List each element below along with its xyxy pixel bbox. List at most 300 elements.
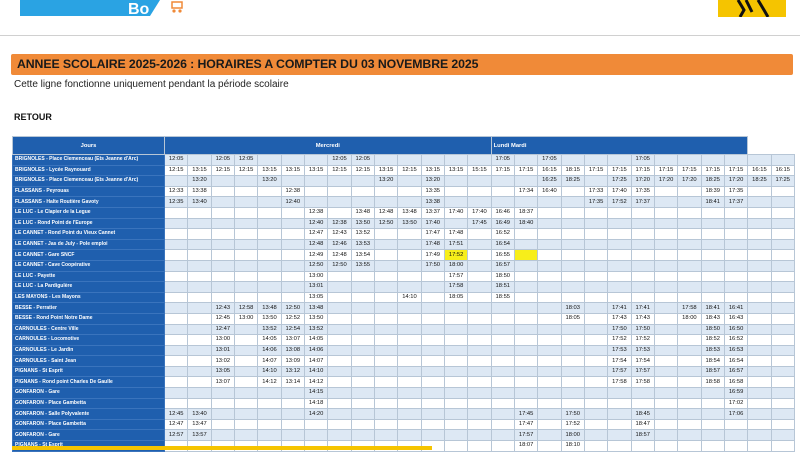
time-cell: 13:57 — [188, 430, 211, 441]
table-row — [13, 335, 795, 346]
time-cell: 13:00 — [211, 335, 234, 346]
time-cell — [748, 239, 771, 250]
time-cell — [444, 335, 467, 346]
time-cell: 17:45 — [468, 218, 491, 229]
time-cell — [281, 176, 304, 187]
stop-name: BRIGNOLES - Place Clemenceau (Ets Jeanne d'Arc) — [13, 155, 165, 166]
time-cell — [281, 218, 304, 229]
time-cell — [234, 345, 257, 356]
time-cell — [188, 356, 211, 367]
stop-name: GONFARON - Salle Polyvalente — [13, 409, 165, 420]
time-cell: 13:15 — [258, 165, 281, 176]
time-cell — [748, 409, 771, 420]
time-cell — [771, 260, 794, 271]
operator-logo — [20, 0, 195, 16]
time-cell — [328, 282, 351, 293]
time-cell: 12:48 — [304, 239, 327, 250]
time-cell — [654, 239, 677, 250]
time-cell: 17:15 — [584, 165, 607, 176]
service-note: Cette ligne fonctionne uniquement pendant la période scolaire — [14, 79, 289, 90]
time-cell: 14:10 — [398, 292, 421, 303]
time-cell: 17:40 — [444, 207, 467, 218]
time-cell — [771, 218, 794, 229]
time-cell: 12:54 — [281, 324, 304, 335]
time-cell — [468, 409, 491, 420]
time-cell — [328, 388, 351, 399]
time-cell — [351, 419, 374, 430]
time-cell — [351, 377, 374, 388]
time-cell — [678, 409, 701, 420]
time-cell — [608, 282, 631, 293]
time-cell: 14:12 — [258, 377, 281, 388]
time-cell — [748, 356, 771, 367]
time-cell: 18:57 — [701, 366, 724, 377]
time-cell — [351, 324, 374, 335]
time-cell: 17:15 — [491, 165, 514, 176]
time-cell — [538, 292, 561, 303]
time-cell: 17:58 — [608, 377, 631, 388]
time-cell — [304, 419, 327, 430]
time-cell: 16:43 — [724, 313, 747, 324]
time-cell: 12:50 — [328, 260, 351, 271]
time-cell — [678, 260, 701, 271]
time-cell — [608, 409, 631, 420]
time-cell — [421, 303, 444, 314]
time-cell — [538, 271, 561, 282]
time-cell — [211, 388, 234, 399]
time-cell: 12:43 — [211, 303, 234, 314]
time-cell: 18:57 — [631, 430, 654, 441]
time-cell: 18:15 — [561, 165, 584, 176]
time-cell — [188, 313, 211, 324]
time-cell — [328, 377, 351, 388]
time-cell — [538, 409, 561, 420]
time-cell — [491, 430, 514, 441]
time-cell: 13:52 — [351, 229, 374, 240]
time-cell — [281, 430, 304, 441]
time-cell — [678, 250, 701, 261]
time-cell — [351, 345, 374, 356]
table-row — [13, 218, 795, 229]
time-cell — [398, 335, 421, 346]
time-cell — [491, 186, 514, 197]
time-cell — [304, 197, 327, 208]
time-cell: 18:37 — [514, 207, 537, 218]
time-cell — [258, 229, 281, 240]
time-cell — [771, 155, 794, 166]
time-cell: 16:25 — [538, 176, 561, 187]
stop-name: PIGNANS - St Esprit — [13, 366, 165, 377]
time-cell: 18:39 — [701, 186, 724, 197]
time-cell — [328, 324, 351, 335]
time-cell: 18:00 — [561, 430, 584, 441]
table-row — [13, 229, 795, 240]
time-cell — [304, 176, 327, 187]
time-cell: 16:54 — [491, 239, 514, 250]
time-cell — [561, 292, 584, 303]
time-cell — [584, 366, 607, 377]
time-cell: 12:46 — [328, 239, 351, 250]
time-cell — [328, 409, 351, 420]
time-cell: 12:05 — [165, 155, 188, 166]
time-cell — [374, 377, 397, 388]
time-cell: 13:01 — [211, 345, 234, 356]
time-cell: 13:55 — [351, 260, 374, 271]
time-cell — [211, 176, 234, 187]
time-cell — [374, 155, 397, 166]
table-row — [13, 313, 795, 324]
time-cell — [328, 430, 351, 441]
time-cell — [211, 430, 234, 441]
time-cell — [678, 430, 701, 441]
time-cell — [491, 197, 514, 208]
time-cell — [165, 271, 188, 282]
time-cell — [234, 260, 257, 271]
time-cell — [165, 218, 188, 229]
time-cell — [514, 345, 537, 356]
time-cell — [561, 398, 584, 409]
time-cell: 17:53 — [608, 345, 631, 356]
time-cell — [538, 398, 561, 409]
time-cell — [444, 186, 467, 197]
time-cell — [444, 419, 467, 430]
time-cell: 14:07 — [304, 356, 327, 367]
time-cell — [328, 356, 351, 367]
time-cell: 17:25 — [608, 176, 631, 187]
time-cell — [304, 430, 327, 441]
time-cell — [468, 303, 491, 314]
time-cell — [561, 250, 584, 261]
time-cell — [258, 292, 281, 303]
time-cell — [165, 345, 188, 356]
time-cell — [468, 239, 491, 250]
time-cell — [701, 250, 724, 261]
time-cell — [165, 292, 188, 303]
time-cell: 14:05 — [304, 335, 327, 346]
time-cell: 12:15 — [165, 165, 188, 176]
time-cell: 17:15 — [514, 165, 537, 176]
time-cell: 12:43 — [328, 229, 351, 240]
time-cell — [421, 292, 444, 303]
time-cell — [701, 282, 724, 293]
time-cell — [351, 388, 374, 399]
time-cell — [514, 313, 537, 324]
time-cell — [491, 303, 514, 314]
time-cell — [211, 292, 234, 303]
time-cell — [538, 218, 561, 229]
time-cell — [165, 398, 188, 409]
time-cell — [748, 419, 771, 430]
time-cell — [631, 218, 654, 229]
time-cell — [514, 377, 537, 388]
time-cell — [468, 197, 491, 208]
time-cell — [748, 303, 771, 314]
time-cell: 17:05 — [631, 155, 654, 166]
time-cell — [561, 239, 584, 250]
time-cell — [421, 377, 444, 388]
time-cell: 17:34 — [514, 186, 537, 197]
time-cell — [584, 409, 607, 420]
time-cell — [211, 186, 234, 197]
time-cell — [514, 388, 537, 399]
time-cell — [654, 271, 677, 282]
time-cell — [678, 377, 701, 388]
time-cell — [468, 430, 491, 441]
time-cell — [188, 377, 211, 388]
time-cell — [654, 345, 677, 356]
time-cell — [654, 419, 677, 430]
time-cell — [608, 388, 631, 399]
time-cell — [491, 419, 514, 430]
time-cell: 12:47 — [304, 229, 327, 240]
time-cell — [374, 313, 397, 324]
time-cell — [351, 271, 374, 282]
time-cell — [398, 388, 421, 399]
time-cell — [234, 250, 257, 261]
time-cell: 12:49 — [304, 250, 327, 261]
time-cell — [561, 229, 584, 240]
time-cell: 13:15 — [421, 165, 444, 176]
time-cell: 16:15 — [748, 165, 771, 176]
time-cell — [654, 430, 677, 441]
time-cell: 13:48 — [304, 303, 327, 314]
time-cell — [771, 398, 794, 409]
time-cell — [188, 398, 211, 409]
time-cell — [654, 260, 677, 271]
time-cell: 12:05 — [234, 155, 257, 166]
time-cell — [468, 250, 491, 261]
time-cell — [188, 155, 211, 166]
time-cell — [584, 303, 607, 314]
time-cell — [211, 419, 234, 430]
time-cell — [748, 207, 771, 218]
svg-text:Bo: Bo — [128, 1, 150, 16]
time-cell: 17:35 — [631, 186, 654, 197]
time-cell — [188, 303, 211, 314]
time-cell — [654, 292, 677, 303]
stop-name: LE LUC - Le Clapier de la Legue — [13, 207, 165, 218]
time-cell — [304, 186, 327, 197]
time-cell — [724, 430, 747, 441]
time-cell: 17:35 — [584, 197, 607, 208]
time-cell — [654, 313, 677, 324]
table-row — [13, 271, 795, 282]
time-cell — [701, 239, 724, 250]
time-cell — [771, 356, 794, 367]
time-cell: 13:38 — [188, 186, 211, 197]
time-cell — [374, 239, 397, 250]
time-cell: 13:15 — [374, 165, 397, 176]
time-cell: 12:45 — [165, 409, 188, 420]
time-cell — [631, 229, 654, 240]
time-cell: 17:15 — [701, 165, 724, 176]
time-cell — [281, 260, 304, 271]
time-cell — [561, 271, 584, 282]
time-cell — [374, 356, 397, 367]
time-cell — [538, 313, 561, 324]
time-cell — [561, 207, 584, 218]
time-cell — [608, 398, 631, 409]
table-row — [13, 366, 795, 377]
time-cell: 16:54 — [724, 356, 747, 367]
time-cell: 13:48 — [351, 207, 374, 218]
time-cell — [514, 197, 537, 208]
time-cell — [234, 356, 257, 367]
time-cell — [514, 398, 537, 409]
table-row — [13, 345, 795, 356]
time-cell — [468, 271, 491, 282]
time-cell — [748, 366, 771, 377]
time-cell — [234, 229, 257, 240]
time-cell — [514, 260, 537, 271]
time-cell: 14:10 — [258, 366, 281, 377]
table-row — [13, 324, 795, 335]
time-cell: 18:05 — [561, 313, 584, 324]
time-cell: 17:48 — [421, 239, 444, 250]
time-cell — [538, 260, 561, 271]
header-divider — [0, 35, 800, 36]
time-cell — [374, 229, 397, 240]
time-cell — [654, 377, 677, 388]
stop-name: CARNOULES - Saint Jean — [13, 356, 165, 367]
time-cell — [748, 218, 771, 229]
time-cell — [351, 303, 374, 314]
time-cell — [538, 303, 561, 314]
time-cell — [281, 292, 304, 303]
time-cell — [631, 207, 654, 218]
time-cell: 12:40 — [281, 197, 304, 208]
time-cell — [561, 335, 584, 346]
time-cell — [538, 388, 561, 399]
time-cell — [165, 388, 188, 399]
time-cell — [328, 197, 351, 208]
time-cell: 17:35 — [724, 186, 747, 197]
time-cell: 12:40 — [304, 218, 327, 229]
time-cell — [188, 335, 211, 346]
time-cell — [678, 207, 701, 218]
time-cell — [654, 250, 677, 261]
time-cell: 12:15 — [328, 165, 351, 176]
time-cell — [444, 356, 467, 367]
time-cell — [374, 388, 397, 399]
time-cell: 13:20 — [374, 176, 397, 187]
time-cell: 13:07 — [281, 335, 304, 346]
time-cell — [211, 239, 234, 250]
time-cell — [258, 197, 281, 208]
time-cell — [654, 303, 677, 314]
time-cell — [608, 430, 631, 441]
time-cell — [398, 229, 421, 240]
time-cell: 17:15 — [608, 165, 631, 176]
stop-name: PIGNANS - Rond point Charles De Gaulle — [13, 377, 165, 388]
time-cell: 17:43 — [631, 313, 654, 324]
time-cell — [631, 260, 654, 271]
time-cell — [491, 366, 514, 377]
time-cell — [398, 419, 421, 430]
time-cell: 12:05 — [211, 155, 234, 166]
time-cell — [281, 239, 304, 250]
time-cell — [724, 271, 747, 282]
time-cell — [514, 229, 537, 240]
time-cell: 18:50 — [701, 324, 724, 335]
time-cell — [351, 430, 374, 441]
time-cell — [165, 176, 188, 187]
time-cell: 12:50 — [281, 303, 304, 314]
time-cell: 18:05 — [444, 292, 467, 303]
time-cell — [538, 430, 561, 441]
time-cell: 14:05 — [258, 335, 281, 346]
time-cell — [258, 282, 281, 293]
time-cell — [561, 377, 584, 388]
time-cell — [374, 409, 397, 420]
time-cell: 16:41 — [724, 303, 747, 314]
time-cell: 16:46 — [491, 207, 514, 218]
time-cell — [165, 229, 188, 240]
time-cell — [491, 345, 514, 356]
time-cell: 18:07 — [514, 441, 537, 452]
time-cell — [281, 398, 304, 409]
time-cell — [281, 207, 304, 218]
time-cell — [328, 303, 351, 314]
time-cell — [584, 271, 607, 282]
timetable — [12, 136, 795, 452]
table-row — [13, 207, 795, 218]
time-cell — [421, 366, 444, 377]
table-row — [13, 250, 795, 261]
time-cell: 17:58 — [678, 303, 701, 314]
time-cell — [514, 239, 537, 250]
time-cell: 17:15 — [678, 165, 701, 176]
time-cell — [165, 282, 188, 293]
time-cell — [771, 388, 794, 399]
time-cell: 17:49 — [421, 250, 444, 261]
stop-name: BESSE - Rond Point Notre Dame — [13, 313, 165, 324]
time-cell — [374, 398, 397, 409]
time-cell — [258, 409, 281, 420]
stop-name: LE CANNET - Gare SNCF — [13, 250, 165, 261]
time-cell — [421, 419, 444, 430]
time-cell: 17:57 — [608, 366, 631, 377]
time-cell: 13:14 — [281, 377, 304, 388]
time-cell — [188, 292, 211, 303]
time-cell — [234, 207, 257, 218]
time-cell — [421, 430, 444, 441]
time-cell — [584, 324, 607, 335]
time-cell — [421, 345, 444, 356]
time-cell — [701, 155, 724, 166]
time-cell — [654, 409, 677, 420]
time-cell: 18:03 — [561, 303, 584, 314]
time-cell: 17:48 — [444, 229, 467, 240]
time-cell — [258, 250, 281, 261]
time-cell — [281, 282, 304, 293]
time-cell: 17:05 — [538, 155, 561, 166]
time-cell — [444, 218, 467, 229]
time-cell — [468, 356, 491, 367]
time-cell — [211, 218, 234, 229]
time-cell — [188, 218, 211, 229]
time-cell — [654, 398, 677, 409]
time-cell — [188, 260, 211, 271]
table-row — [13, 377, 795, 388]
time-cell — [584, 229, 607, 240]
time-cell — [514, 356, 537, 367]
time-cell: 17:20 — [678, 176, 701, 187]
time-cell — [165, 207, 188, 218]
time-cell — [561, 218, 584, 229]
time-cell — [701, 292, 724, 303]
time-cell — [468, 292, 491, 303]
